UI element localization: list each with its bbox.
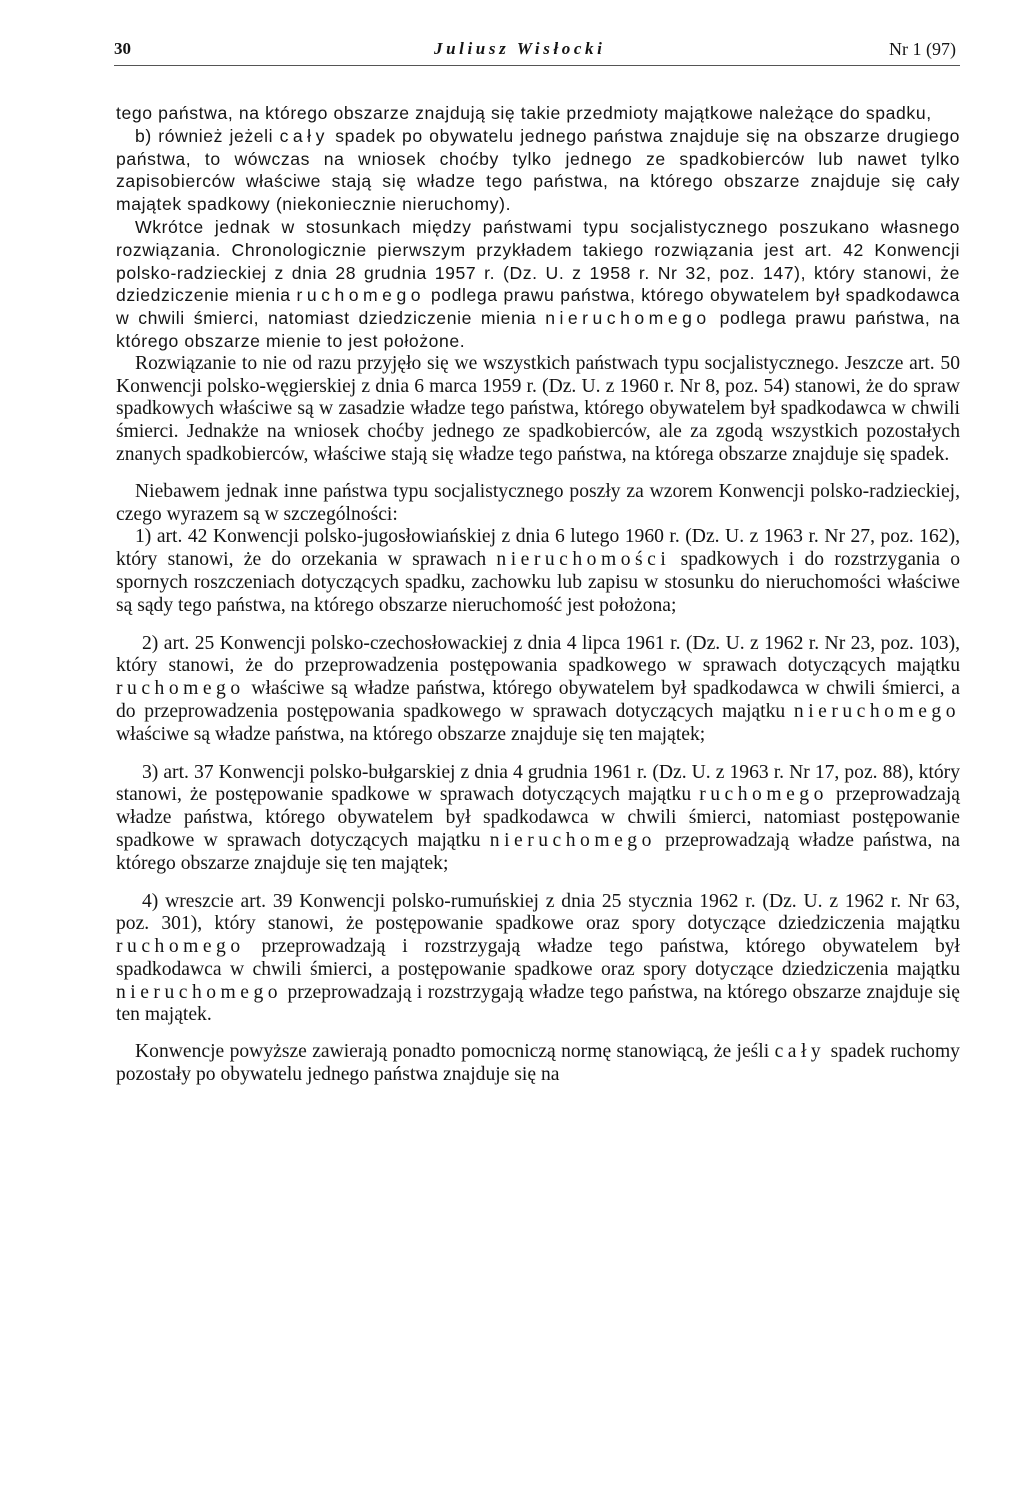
list-item: 3) art. 37 Konwencji polsko-bułgarskiej z dnia 4 grudnia 1961 r. (Dz. U. z 1963 r. Nr 17, poz. 88), który stanowi, że postępowanie spadkowe w sprawach dotyczących majątku ruchomego przeprowadzają władze państwa, którego obywatelem był spadkodawca w chwili śmierci, natomiast postępowanie spadkowe w sprawach dotyczących majątku nieruchomego przeprowadzają władze państwa, na którego obszarze znajduje się ten majątek;: [116, 761, 960, 874]
spaced-emphasis: nieruchomości: [496, 549, 671, 571]
spaced-emphasis: ruchomego: [116, 936, 245, 958]
issue-number: Nr 1 (97): [889, 39, 956, 59]
spaced-emphasis: nieruchomego: [116, 981, 283, 1003]
running-author: Juliusz Wisłocki: [434, 39, 606, 58]
spaced-emphasis: nieruchomego: [489, 829, 656, 851]
spaced-emphasis: nieruchomego: [545, 308, 711, 329]
article-body-serif: [116, 353, 960, 1087]
spaced-emphasis: ruchomego: [699, 784, 828, 806]
spaced-emphasis: ruchomego: [296, 285, 426, 306]
list-item: 1) art. 42 Konwencji polsko-jugosłowiańskiej z dnia 6 lutego 1960 r. (Dz. U. z 1963 r. Nr 27, poz. 162), który stanowi, że do orzekania w sprawach nieruchomości spadkowych i do rozstrzygania o spornych roszczeniach dotyczących spadku, zachowku lub zapisu w stosunku do nieruchomości właściwe są sądy tego państwa, na którego obszarze nieruchomość jest położona;: [116, 526, 960, 616]
spaced-emphasis: nieruchomego: [793, 700, 960, 722]
article-body: [116, 102, 960, 353]
list-item: 4) wreszcie art. 39 Konwencji polsko-rumuńskiej z dnia 25 stycznia 1962 r. (Dz. U. z 1962 r. Nr 63, poz. 301), który stanowi, że postępowanie spadkowe oraz spory dotyczące dziedziczenia majątku ruchomego przeprowadzają i rozstrzygają władze tego państwa, którego obywatelem był spadkodawca w chwili śmierci, a postępowanie spadkowe oraz spory dotyczące dziedziczenia majątku nieruchomego przeprowadzają i rozstrzygają władze tego państwa, na którego obszarze znajduje się ten majątek.: [116, 890, 960, 1026]
page-number: 30: [114, 39, 131, 58]
paragraph: b) również jeżeli cały spadek po obywatelu jednego państwa znajduje się na obszarze drugiego państwa, to wówczas na wniosek choćby tylko jednego ze spadkobierców lub nawet tylko zapisobierców właściwe stają się władze tego państwa, na którego obszarze znajduje się cały majątek spadkowy (niekoniecznie nieruchomy).: [116, 125, 960, 215]
paragraph: Wkrótce jednak w stosunkach między państwami typu socjalistycznego poszukano własnego rozwiązania. Chronologicznie pierwszym przykładem takiego rozwiązania jest art. 42 Konwencji polsko-radzieckiej z dnia 28 grudnia 1957 r. (Dz. U. z 1958 r. Nr 32, poz. 147), który stanowi, że dziedziczenie mienia ruchomego podlega prawu państwa, którego obywatelem był spadkodawca w chwili śmierci, natomiast dziedziczenie mienia nieruchomego podlega prawu państwa, na którego obszarze mienie to jest położone.: [116, 216, 960, 351]
spaced-emphasis: ruchomego: [116, 678, 245, 700]
running-header: [116, 38, 960, 64]
paragraph: Niebawem jednak inne państwa typu socjalistycznego poszły za wzorem Konwencji polsko-radzieckiej, czego wyrazem są w szczególności:: [116, 480, 960, 525]
paragraph: Konwencje powyższe zawierają ponadto pomocniczą normę stanowiącą, że jeśli cały spadek ruchomy pozostały po obywatelu jednego państwa znajduje się na: [116, 1041, 960, 1086]
paragraph: Rozwiązanie to nie od razu przyjęło się we wszystkich państwach typu socjalistycznego. Jeszcze art. 50 Konwencji polsko-węgierskiej z dnia 6 marca 1959 r. (Dz. U. z 1960 r. Nr 8, poz. 54) stanowi, że do spraw spadkowych właściwe są w zasadzie władze tego państwa, którego obywatelem był spadkodawca w chwili śmierci. Jednakże na wniosek choćby jednego ze spadkobierców, ale za zgodą wszystkich pozostałych znanych spadkobierców, właściwe stają się władze tego państwa, na którega obszarze znajduje się spadek.: [116, 352, 960, 465]
spaced-emphasis: cały: [279, 125, 329, 146]
spaced-emphasis: cały: [774, 1041, 826, 1063]
paragraph: tego państwa, na którego obszarze znajdują się takie przedmioty majątkowe należące do spadku,: [116, 103, 932, 123]
list-item: 2) art. 25 Konwencji polsko-czechosłowackiej z dnia 4 lipca 1961 r. (Dz. U. z 1962 r. Nr 23, poz. 103), który stanowi, że do przeprowadzenia postępowania spadkowego w sprawach dotyczących majątku ruchomego właściwe są władze państwa, którego obywatelem był spadkodawca w chwili śmierci, a do przeprowadzenia postępowania spadkowego w sprawach dotyczących majątku nieruchomego właściwe są władze państwa, na którego obszarze znajduje się ten majątek;: [116, 632, 960, 745]
header-rule: [114, 65, 960, 66]
